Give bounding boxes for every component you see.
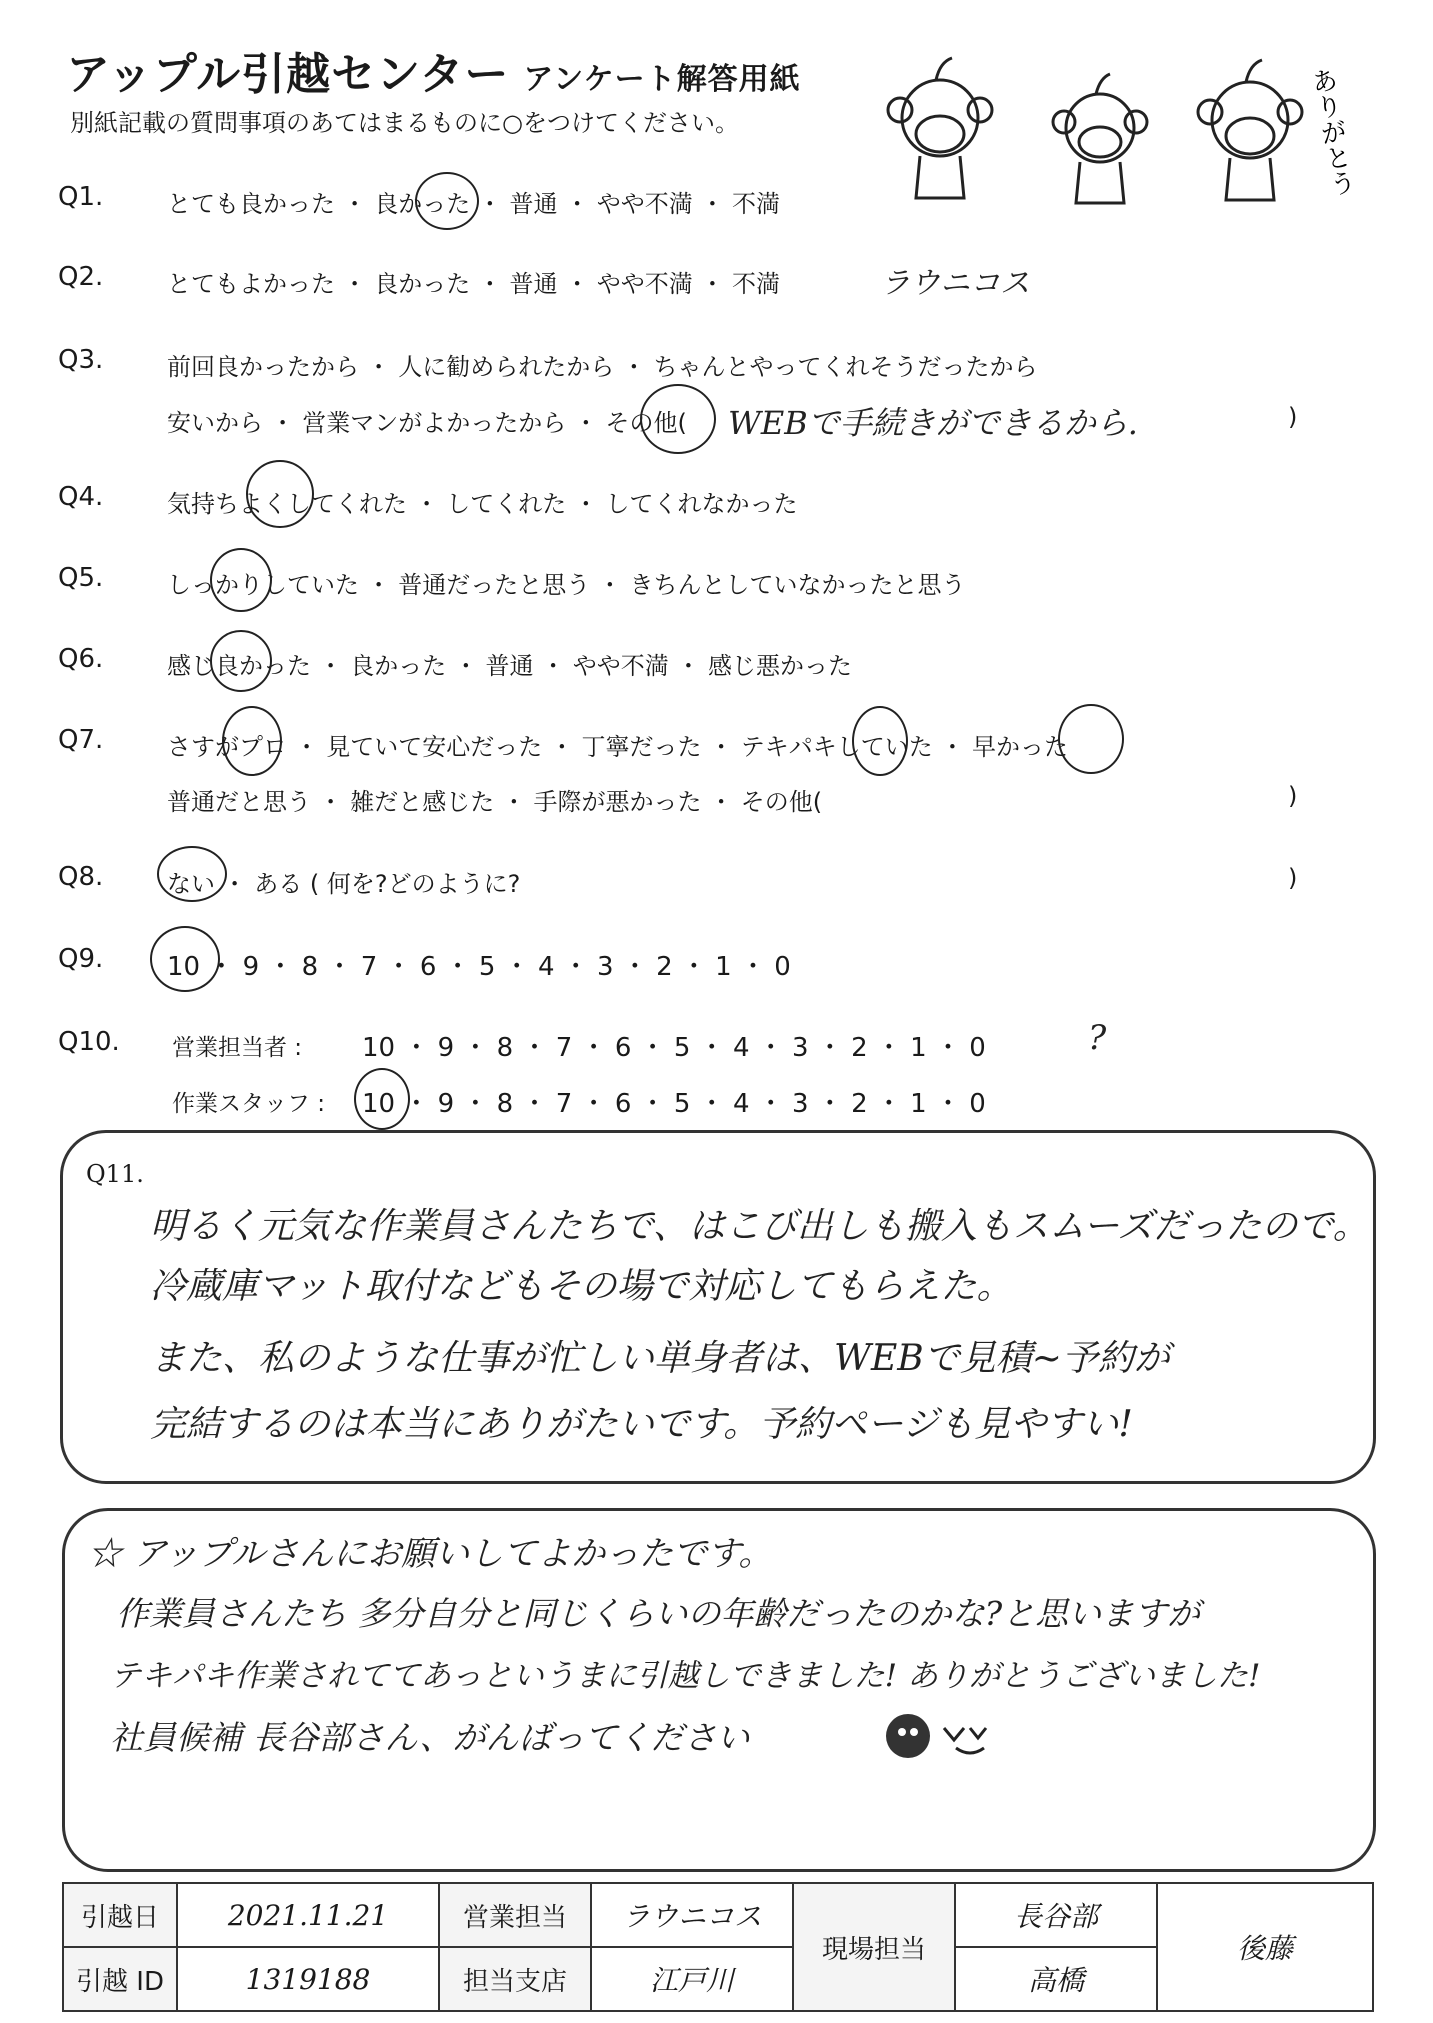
- company-name: アップル引越センター: [66, 49, 510, 100]
- q10-sales-mark: ?: [1088, 1018, 1107, 1058]
- answer-circle: [222, 706, 282, 776]
- q7-label: Q7.: [58, 725, 104, 755]
- q7-options-line2: 普通だと思う ・ 雑だと感じた ・ 手際が悪かった ・ その他(: [167, 788, 823, 816]
- comment-line: 作業員さんたち 多分自分と同じくらいの年齢だったのかな?と思いますが: [116, 1594, 1201, 1633]
- q2-options: とてもよかった ・ 良かった ・ 普通 ・ やや不満 ・ 不満: [167, 270, 781, 298]
- q3-close-paren: ): [1288, 403, 1298, 431]
- q11-line: 完結するのは本当にありがたいです。予約ページも見やすい!: [150, 1404, 1133, 1445]
- q4-label: Q4.: [58, 482, 104, 512]
- site-staff-1: 長谷部: [955, 1883, 1157, 1947]
- answer-circle: [210, 548, 272, 612]
- move-date-value: 2021.11.21: [177, 1883, 439, 1947]
- q2-label: Q2.: [58, 262, 104, 292]
- monkey-icon: [1198, 60, 1302, 200]
- q5-label: Q5.: [58, 563, 104, 593]
- q3-options-line1: 前回良かったから ・ 人に勧められたから ・ ちゃんとやってくれそうだったから: [167, 353, 1038, 381]
- q2-handwritten-note: ラウニコス: [880, 266, 1030, 301]
- answer-circle: [246, 460, 314, 528]
- q8-close-paren: ): [1288, 864, 1298, 892]
- q1-options: とても良かった ・ 良かった ・ 普通 ・ やや不満 ・ 不満: [167, 190, 781, 218]
- branch-value: 江戸川: [591, 1947, 793, 2011]
- answer-circle: [852, 706, 908, 776]
- answer-circle: [150, 926, 220, 992]
- instructions: 別紙記載の質問事項のあてはまるものに○をつけてください。: [70, 109, 739, 137]
- branch-label: 担当支店: [439, 1947, 591, 2011]
- form-subtitle: アンケート解答用紙: [523, 62, 801, 97]
- q1-label: Q1.: [58, 182, 104, 212]
- move-date-label: 引越日: [63, 1883, 177, 1947]
- q10-sales-label: 営業担当者 :: [172, 1035, 303, 1061]
- q10-sales-options: 10 ・ 9 ・ 8 ・ 7 ・ 6 ・ 5 ・ 4 ・ 3 ・ 2 ・ 1 ・ 0: [362, 1033, 986, 1063]
- q7-options-line1: さすがプロ ・ 見ていて安心だった ・ 丁寧だった ・ テキパキしていた ・ 早かった: [167, 733, 1069, 761]
- q3-options-line2: 安いから ・ 営業マンがよかったから ・ その他(: [167, 409, 687, 437]
- answer-circle: [640, 384, 716, 454]
- sales-label: 営業担当: [439, 1883, 591, 1947]
- q11-line: また、私のような仕事が忙しい単身者は、WEBで見積~予約が: [150, 1338, 1170, 1379]
- q9-options: 10 ・ 9 ・ 8 ・ 7 ・ 6 ・ 5 ・ 4 ・ 3 ・ 2 ・ 1 ・ 0: [167, 952, 791, 982]
- monkey-icon: [1053, 74, 1147, 203]
- answer-circle: [157, 846, 227, 902]
- answer-circle: [1058, 704, 1124, 774]
- q6-label: Q6.: [58, 644, 104, 674]
- mascot-text: ありがとう: [1305, 65, 1358, 199]
- comment-line: テキパキ作業されててあっというまに引越しできました! ありがとうございました!: [110, 1658, 1261, 1694]
- q10-staff-label: 作業スタッフ :: [172, 1091, 326, 1117]
- answer-circle: [415, 172, 479, 230]
- answer-circle: [210, 630, 272, 692]
- q3-label: Q3.: [58, 345, 104, 375]
- q5-options: しっかりしていた ・ 普通だったと思う ・ きちんとしていなかったと思う: [167, 571, 966, 599]
- site-staff-label: 現場担当: [793, 1883, 955, 2011]
- q9-label: Q9.: [58, 944, 104, 974]
- q7-close-paren: ): [1288, 782, 1298, 810]
- q10-staff-options: 10 ・ 9 ・ 8 ・ 7 ・ 6 ・ 5 ・ 4 ・ 3 ・ 2 ・ 1 ・ 0: [362, 1089, 986, 1119]
- monkey-icon: [888, 58, 992, 198]
- q8-options: ない ・ ある ( 何を?どのように?: [167, 870, 521, 898]
- move-id-label: 引越 ID: [63, 1947, 177, 2011]
- q8-label: Q8.: [58, 862, 104, 892]
- comment-line: ☆ アップルさんにお願いしてよかったです。: [88, 1534, 773, 1574]
- site-staff-2: 高橋: [955, 1947, 1157, 2011]
- footer-table: [62, 1882, 1374, 2012]
- q11-line: 冷蔵庫マット取付などもその場で対応してもらえた。: [150, 1266, 1013, 1307]
- q11-line: 明るく元気な作業員さんたちで、はこび出しも搬入もスムーズだったので。: [150, 1206, 1369, 1247]
- form-title: [66, 38, 801, 102]
- answer-circle: [354, 1068, 410, 1130]
- comment-line: 社員候補 長谷部さん、がんばってください: [110, 1718, 750, 1757]
- move-id-value: 1319188: [177, 1947, 439, 2011]
- mascot-illustration: [880, 48, 1358, 208]
- q3-other-answer: WEBで手続きができるから.: [728, 404, 1138, 442]
- q4-options: 気持ちよくしてくれた ・ してくれた ・ してくれなかった: [167, 490, 798, 518]
- sales-value: ラウニコス: [591, 1883, 793, 1947]
- site-staff-3: 後藤: [1157, 1883, 1373, 2011]
- q10-label: Q10.: [58, 1027, 120, 1057]
- q6-options: 感じ良かった ・ 良かった ・ 普通 ・ やや不満 ・ 感じ悪かった: [167, 652, 853, 680]
- q11-label: Q11.: [86, 1160, 144, 1188]
- smiley-doodle-icon: [880, 1708, 1010, 1768]
